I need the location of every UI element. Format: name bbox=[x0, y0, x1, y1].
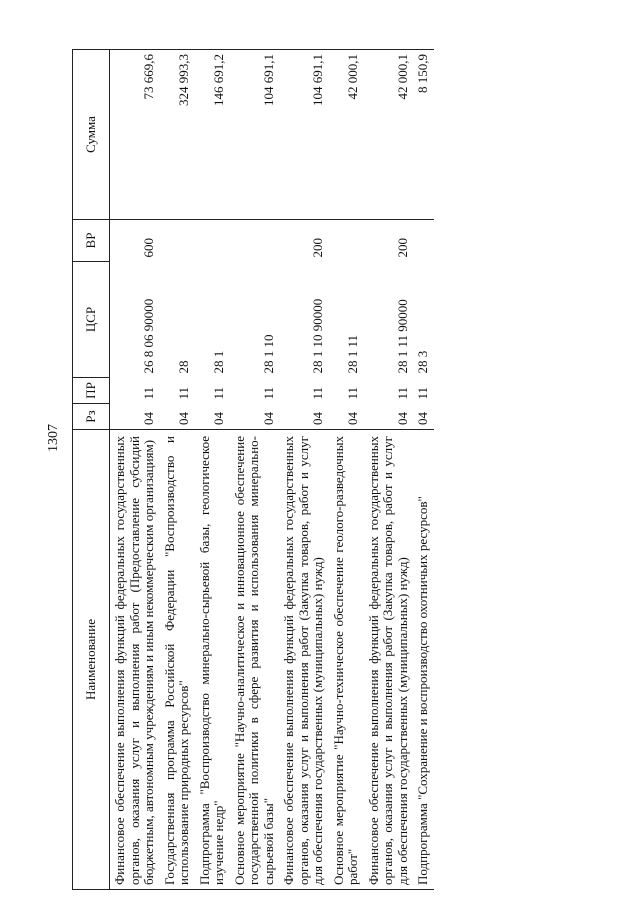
row-rz: 04 bbox=[110, 404, 160, 430]
row-sum: 324 993,3 bbox=[160, 50, 195, 220]
row-vr: 200 bbox=[279, 220, 329, 262]
row-csr: 28 1 bbox=[211, 350, 226, 374]
header-rz: Рз bbox=[73, 404, 110, 430]
row-pr: 11 bbox=[345, 386, 360, 400]
row-csr: 28 1 10 90000 bbox=[310, 298, 325, 374]
row-name: Основное мероприятие "Научно-техническое обеспечение геолого-разведочных работ" bbox=[329, 430, 364, 890]
header-name: Наименование bbox=[73, 430, 110, 890]
row-pr: 11 bbox=[141, 386, 156, 400]
table-row bbox=[110, 50, 160, 890]
row-csr: 26 8 06 90000 bbox=[141, 298, 156, 374]
row-vr: 200 bbox=[364, 220, 414, 262]
table-row bbox=[329, 50, 364, 890]
row-sum: 42 000,1 bbox=[364, 50, 414, 220]
row-vr bbox=[230, 220, 280, 262]
page-number: 1307 bbox=[46, 424, 61, 452]
row-rz: 04 bbox=[195, 404, 230, 430]
table-row bbox=[230, 50, 280, 890]
table-row bbox=[195, 50, 230, 890]
row-csr: 28 1 10 bbox=[260, 334, 276, 374]
row-name: Основное мероприятие "Научно-аналитическое и инновационное обеспечение государственной политики в сфере развития и использования минерально-сырьевой базы" bbox=[230, 430, 280, 890]
table-row bbox=[160, 50, 195, 890]
row-vr: 600 bbox=[110, 220, 160, 262]
row-rz: 04 bbox=[413, 404, 434, 430]
row-pr: 11 bbox=[310, 386, 325, 400]
table-row bbox=[279, 50, 329, 890]
row-name: Финансовое обеспечение выполнения функций федеральных государственных органов, оказания услуг и выполнения работ (Закупка товаров, работ и услуг для обеспечения государственных (муниципальных) нужд) bbox=[279, 430, 329, 890]
row-pr: 11 bbox=[176, 386, 191, 400]
row-rz: 04 bbox=[230, 404, 280, 430]
header-sum: Сумма bbox=[73, 50, 110, 220]
row-vr bbox=[329, 220, 364, 262]
row-vr bbox=[195, 220, 230, 262]
row-rz: 04 bbox=[279, 404, 329, 430]
row-name: Финансовое обеспечение выполнения функций федеральных государственных органов, оказания услуг и выполнения работ (Закупка товаров, работ и услуг для обеспечения государственных (муниципальных) нужд) bbox=[364, 430, 414, 890]
row-sum: 8 150,9 bbox=[413, 50, 434, 220]
row-csr: 28 bbox=[176, 360, 191, 374]
row-rz: 04 bbox=[160, 404, 195, 430]
row-rz: 04 bbox=[364, 404, 414, 430]
header-vr: ВР bbox=[73, 220, 110, 262]
header-csr: ЦСР bbox=[73, 262, 110, 378]
row-pr: 11 bbox=[394, 386, 410, 400]
row-sum: 146 691,2 bbox=[195, 50, 230, 220]
header-pr: ПР bbox=[73, 378, 110, 404]
row-pr: 11 bbox=[415, 386, 430, 400]
row-csr: 28 1 11 bbox=[345, 334, 360, 374]
row-name: Государственная программа Российской Федерации "Воспроизводство и использование природных ресурсов" bbox=[160, 430, 195, 890]
row-name: Подпрограмма "Воспроизводство минерально-сырьевой базы, геологическое изучение недр" bbox=[195, 430, 230, 890]
row-sum: 104 691,1 bbox=[230, 50, 280, 220]
row-name: Финансовое обеспечение выполнения функций федеральных государственных органов, оказания услуг и выполнения работ (Предоставление субсидий бюджетным, автономным учреждениям и иным некоммерческим организациям) bbox=[110, 430, 160, 890]
row-vr bbox=[160, 220, 195, 262]
row-csr: 28 1 11 90000 bbox=[394, 299, 410, 374]
row-pr: 11 bbox=[211, 386, 226, 400]
row-sum: 42 000,1 bbox=[329, 50, 364, 220]
budget-table bbox=[72, 49, 434, 890]
table-header-row bbox=[73, 50, 110, 890]
row-pr: 11 bbox=[260, 386, 276, 400]
row-csr: 28 3 bbox=[415, 350, 430, 374]
row-name: Подпрограмма "Сохранение и воспроизводство охотничьих ресурсов" bbox=[413, 430, 434, 890]
row-vr bbox=[413, 220, 434, 262]
row-sum: 73 669,6 bbox=[110, 50, 160, 220]
table-row bbox=[413, 50, 434, 890]
table-row bbox=[364, 50, 414, 890]
row-sum: 104 691,1 bbox=[279, 50, 329, 220]
rotated-page-content bbox=[72, 50, 592, 890]
row-rz: 04 bbox=[329, 404, 364, 430]
